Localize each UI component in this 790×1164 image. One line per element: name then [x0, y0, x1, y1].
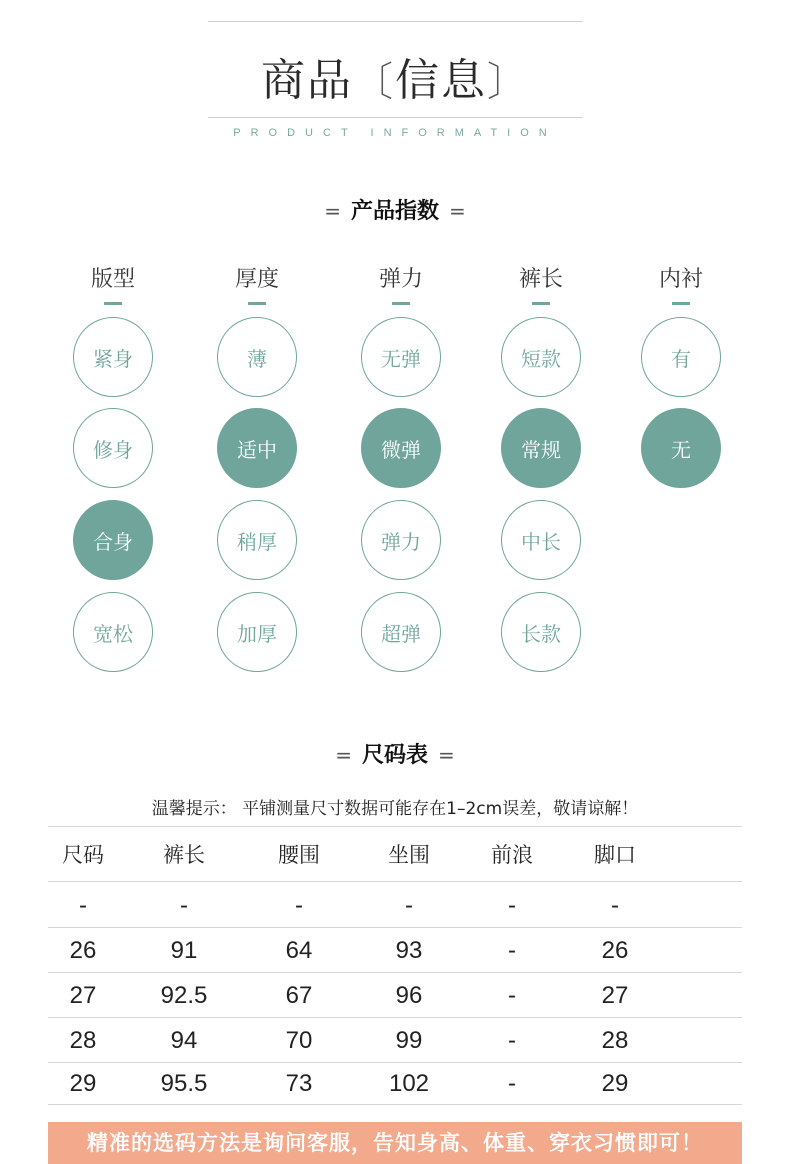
index-option: 宽松: [73, 592, 153, 672]
title-bracket-open: 〔: [353, 59, 395, 105]
index-option-selected: 无: [641, 408, 721, 488]
index-section-title: [0, 194, 790, 225]
table-header-row: [48, 826, 742, 882]
table-cell: -: [508, 1070, 516, 1097]
table-cell: -: [508, 937, 516, 964]
page-subtitle: PRODUCT INFORMATION: [233, 127, 557, 139]
table-cell: 28: [69, 1027, 97, 1054]
table-cell: 99: [395, 1027, 423, 1054]
index-column-underline: [392, 302, 410, 305]
table-row: [48, 973, 742, 1018]
table-cell: 67: [285, 982, 313, 1009]
index-column-label: 弹力: [378, 267, 423, 292]
table-header-cell: 前浪: [491, 843, 533, 867]
table-cell: -: [611, 892, 619, 919]
index-option-selected: 微弹: [361, 408, 441, 488]
table-cell: 29: [69, 1070, 97, 1097]
advice-banner: 精准的选码方法是询问客服，告知身高、体重、穿衣习惯即可！: [48, 1122, 742, 1164]
header-bottom-rule: [208, 117, 583, 118]
table-cell: 64: [285, 937, 313, 964]
index-option-selected: 适中: [217, 408, 297, 488]
table-cell: 94: [170, 1027, 198, 1054]
index-section-title-text: 产品指数: [350, 199, 439, 224]
table-row: [48, 883, 742, 928]
table-cell: 26: [601, 937, 629, 964]
table-cell: 26: [69, 937, 97, 964]
page-title: [0, 44, 790, 108]
index-column-label: 厚度: [234, 267, 279, 292]
title-right: 信息: [395, 55, 487, 106]
title-decor-left: =: [324, 199, 341, 223]
table-cell: 92.5: [160, 982, 208, 1009]
table-header-cell: 脚口: [594, 843, 636, 867]
index-option: 稍厚: [217, 500, 297, 580]
title-decor-right: =: [438, 743, 455, 767]
table-cell: -: [180, 892, 188, 919]
index-column-label: 版型: [90, 267, 135, 292]
index-column-label: 内衬: [658, 267, 703, 292]
table-header-cell: 裤长: [163, 843, 205, 867]
table-cell: 95.5: [160, 1070, 208, 1097]
index-column-header: [361, 262, 441, 305]
index-option: 薄: [217, 317, 297, 397]
table-cell: 73: [285, 1070, 313, 1097]
size-section-title-text: 尺码表: [361, 743, 428, 768]
table-cell: -: [79, 892, 87, 919]
table-cell: -: [295, 892, 303, 919]
table-header-cell: 腰围: [278, 843, 320, 867]
table-cell: 27: [601, 982, 629, 1009]
table-header-cell: 尺码: [62, 843, 104, 867]
index-column-underline: [672, 302, 690, 305]
index-option: 有: [641, 317, 721, 397]
index-column-underline: [104, 302, 122, 305]
index-column-underline: [532, 302, 550, 305]
title-decor-right: =: [449, 199, 466, 223]
size-section-title: [0, 738, 790, 769]
index-column-label: 裤长: [518, 267, 563, 292]
table-row: [48, 1063, 742, 1105]
index-column-underline: [248, 302, 266, 305]
table-row: [48, 928, 742, 973]
index-option-selected: 合身: [73, 500, 153, 580]
index-option: 短款: [501, 317, 581, 397]
table-cell: 28: [601, 1027, 629, 1054]
measurement-tip: 温馨提示： 平铺测量尺寸数据可能存在1–2cm误差，敬请谅解！: [151, 799, 639, 819]
table-cell: 27: [69, 982, 97, 1009]
index-option: 中长: [501, 500, 581, 580]
title-left: 商品: [261, 55, 353, 106]
index-option-selected: 常规: [501, 408, 581, 488]
index-option: 加厚: [217, 592, 297, 672]
index-column-header: [217, 262, 297, 305]
title-bracket-close: 〕: [487, 59, 529, 105]
table-cell: -: [508, 1027, 516, 1054]
index-column-header: [501, 262, 581, 305]
index-column-header: [641, 262, 721, 305]
index-option: 修身: [73, 408, 153, 488]
table-cell: 93: [395, 937, 423, 964]
index-option: 超弹: [361, 592, 441, 672]
table-cell: 70: [285, 1027, 313, 1054]
table-row: [48, 1018, 742, 1063]
index-option: 无弹: [361, 317, 441, 397]
index-option: 长款: [501, 592, 581, 672]
index-option: 紧身: [73, 317, 153, 397]
title-decor-left: =: [335, 743, 352, 767]
index-option: 弹力: [361, 500, 441, 580]
table-cell: 29: [601, 1070, 629, 1097]
table-cell: -: [405, 892, 413, 919]
table-cell: 102: [388, 1070, 430, 1097]
table-cell: 91: [170, 937, 198, 964]
table-cell: -: [508, 982, 516, 1009]
header-top-rule: [208, 21, 583, 22]
index-column-header: [73, 262, 153, 305]
table-cell: 96: [395, 982, 423, 1009]
table-cell: -: [508, 892, 516, 919]
table-header-cell: 坐围: [388, 843, 430, 867]
